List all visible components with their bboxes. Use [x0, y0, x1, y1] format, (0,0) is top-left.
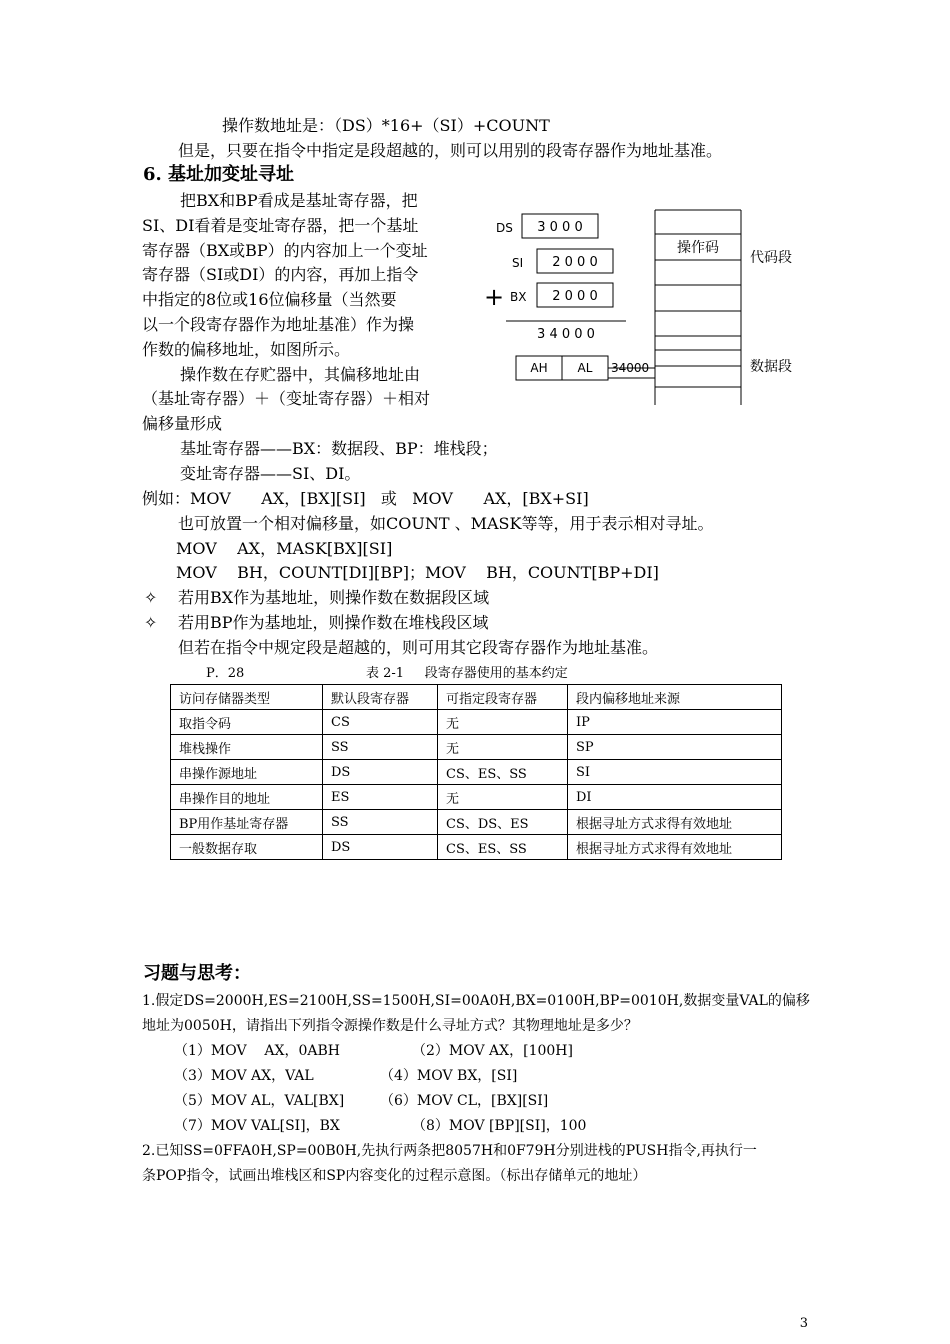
question-1-item: （5）MOV AL，VAL[BX] — [174, 1093, 345, 1109]
physical-address: 34000 — [611, 361, 650, 375]
table-cell: 一般数据存取 — [171, 835, 323, 860]
si-value: 2 0 0 0 — [552, 255, 598, 270]
table-cell: SI — [568, 760, 782, 785]
question-1-item: （7）MOV VAL[SI]，BX — [174, 1118, 340, 1134]
table-header-cell: 访问存储器类型 — [171, 685, 323, 710]
para-line: 寄存器（BX或BP）的内容加上一个变址 — [142, 241, 428, 260]
table-cell: CS、DS、ES — [438, 810, 568, 835]
question-1-line-1: 1.假定DS=2000H,ES=2100H,SS=1500H,SI=00A0H,BX=0100H,BP=0010H,数据变量VAL的偏移 — [142, 993, 810, 1009]
table-header-row — [171, 685, 782, 710]
para-line: 把BX和BP看成是基址寄存器，把 — [180, 191, 418, 210]
table-header-cell: 默认段寄存器 — [323, 685, 438, 710]
table-cell: DS — [323, 760, 438, 785]
ds-label: DS — [496, 221, 513, 235]
question-1-line-2: 地址为0050H，请指出下列指令源操作数是什么寻址方式？其物理地址是多少？ — [142, 1018, 638, 1034]
para-line: 偏移量形成 — [142, 414, 223, 433]
relative-offset-note: 也可放置一个相对偏移量，如COUNT 、MASK等等，用于表示相对寻址。 — [178, 514, 714, 533]
bullet-icon: ✧ — [144, 613, 158, 632]
al-label: AL — [577, 361, 593, 375]
operand-address-formula: 操作数地址是：（DS）*16+（SI）+COUNT — [222, 116, 550, 135]
opcode-label: 操作码 — [677, 240, 719, 256]
table-cell: DI — [568, 785, 782, 810]
mov-example-1: MOV AX，MASK[BX][SI] — [176, 539, 393, 558]
page-number: 3 — [799, 1316, 808, 1331]
question-1-item: （6）MOV CL，[BX][SI] — [380, 1093, 549, 1109]
table-header-cell: 可指定段寄存器 — [438, 685, 568, 710]
question-1-item: （3）MOV AX，VAL — [174, 1068, 314, 1084]
plus-sign: + — [484, 283, 505, 311]
para-line: 操作数在存贮器中，其偏移地址由 — [180, 365, 421, 384]
sum-value: 3 4 0 0 0 — [537, 327, 595, 342]
table-caption: 表 2-1 段寄存器使用的基本约定 — [366, 666, 568, 681]
table-cell: 无 — [438, 710, 568, 735]
data-segment-label: 数据段 — [750, 359, 792, 375]
table-cell: CS、ES、SS — [438, 760, 568, 785]
table-cell: 无 — [438, 735, 568, 760]
exercise-heading: 习题与思考： — [143, 963, 251, 984]
table-cell: CS、ES、SS — [438, 835, 568, 860]
question-1-item: （8）MOV [BP][SI]，100 — [412, 1118, 587, 1134]
si-label: SI — [512, 256, 524, 270]
bullet-bx-data-segment: 若用BX作为基地址，则操作数在数据段区域 — [178, 588, 490, 607]
table-row — [171, 710, 782, 735]
table-cell: BP用作基址寄存器 — [171, 810, 323, 835]
table-cell: IP — [568, 710, 782, 735]
mov-example-2: MOV BH，COUNT[DI][BP]；MOV BH，COUNT[BP+DI] — [176, 563, 659, 582]
bx-label: BX — [510, 290, 527, 304]
bullet-bp-stack-segment: 若用BP作为基地址，则操作数在堆栈段区域 — [178, 613, 489, 632]
table-cell: ES — [323, 785, 438, 810]
question-2-line-1: 2.已知SS=0FFA0H,SP=00B0H,先执行两条把8057H和0F79H分别进栈的PUSH指令,再执行一 — [142, 1143, 757, 1159]
table-row — [171, 835, 782, 860]
override-note: 但若在指令中规定段是超越的，则可用其它段寄存器作为地址基准。 — [178, 638, 659, 657]
segment-register-table — [170, 684, 782, 860]
ah-label: AH — [530, 361, 548, 375]
table-cell: 根据寻址方式求得有效地址 — [568, 835, 782, 860]
ds-value: 3 0 0 0 — [537, 220, 583, 235]
table-cell: 取指令码 — [171, 710, 323, 735]
table-cell: SS — [323, 810, 438, 835]
para-line: 作数的偏移地址，如图所示。 — [142, 340, 351, 359]
segment-override-note: 但是，只要在指令中指定是段超越的，则可以用别的段寄存器作为地址基准。 — [178, 141, 723, 160]
table-cell: 堆栈操作 — [171, 735, 323, 760]
table-row — [171, 735, 782, 760]
table-cell: DS — [323, 835, 438, 860]
table-cell: SP — [568, 735, 782, 760]
table-cell: 串操作目的地址 — [171, 785, 323, 810]
code-segment-label: 代码段 — [750, 250, 792, 266]
para-line: 以一个段寄存器作为地址基准）作为操 — [142, 315, 415, 334]
table-row — [171, 810, 782, 835]
table-cell: 串操作源地址 — [171, 760, 323, 785]
para-line: 寄存器（SI或DI）的内容，再加上指令 — [142, 265, 419, 284]
para-line: 中指定的8位或16位偏移量（当然要 — [142, 290, 397, 309]
question-1-item: （2）MOV AX，[100H] — [412, 1043, 573, 1059]
table-cell: 根据寻址方式求得有效地址 — [568, 810, 782, 835]
question-1-item: （1）MOV AX，0ABH — [174, 1043, 340, 1059]
table-cell: 无 — [438, 785, 568, 810]
para-line: （基址寄存器）＋（变址寄存器）＋相对 — [142, 389, 431, 408]
question-1-item: （4）MOV BX，[SI] — [380, 1068, 518, 1084]
example-line: 例如：MOV AX，[BX][SI] 或 MOV AX，[BX+SI] — [142, 489, 589, 508]
page-reference: P．28 — [206, 666, 245, 681]
bx-value: 2 0 0 0 — [552, 289, 598, 304]
table-header-cell: 段内偏移地址来源 — [568, 685, 782, 710]
table-row — [171, 760, 782, 785]
base-index-addressing-diagram — [480, 205, 840, 405]
table-cell: SS — [323, 735, 438, 760]
para-line: SI、DI看着是变址寄存器，把一个基址 — [142, 216, 419, 235]
table-cell: CS — [323, 710, 438, 735]
index-register-note: 变址寄存器——SI、DI。 — [180, 464, 361, 483]
table-row — [171, 785, 782, 810]
section-heading-6: 6. 基址加变址寻址 — [143, 164, 295, 185]
question-2-line-2: 条POP指令，试画出堆栈区和SP内容变化的过程示意图。（标出存储单元的地址） — [142, 1168, 647, 1184]
bullet-icon: ✧ — [144, 588, 158, 607]
base-register-note: 基址寄存器——BX：数据段、BP：堆栈段； — [180, 439, 498, 458]
